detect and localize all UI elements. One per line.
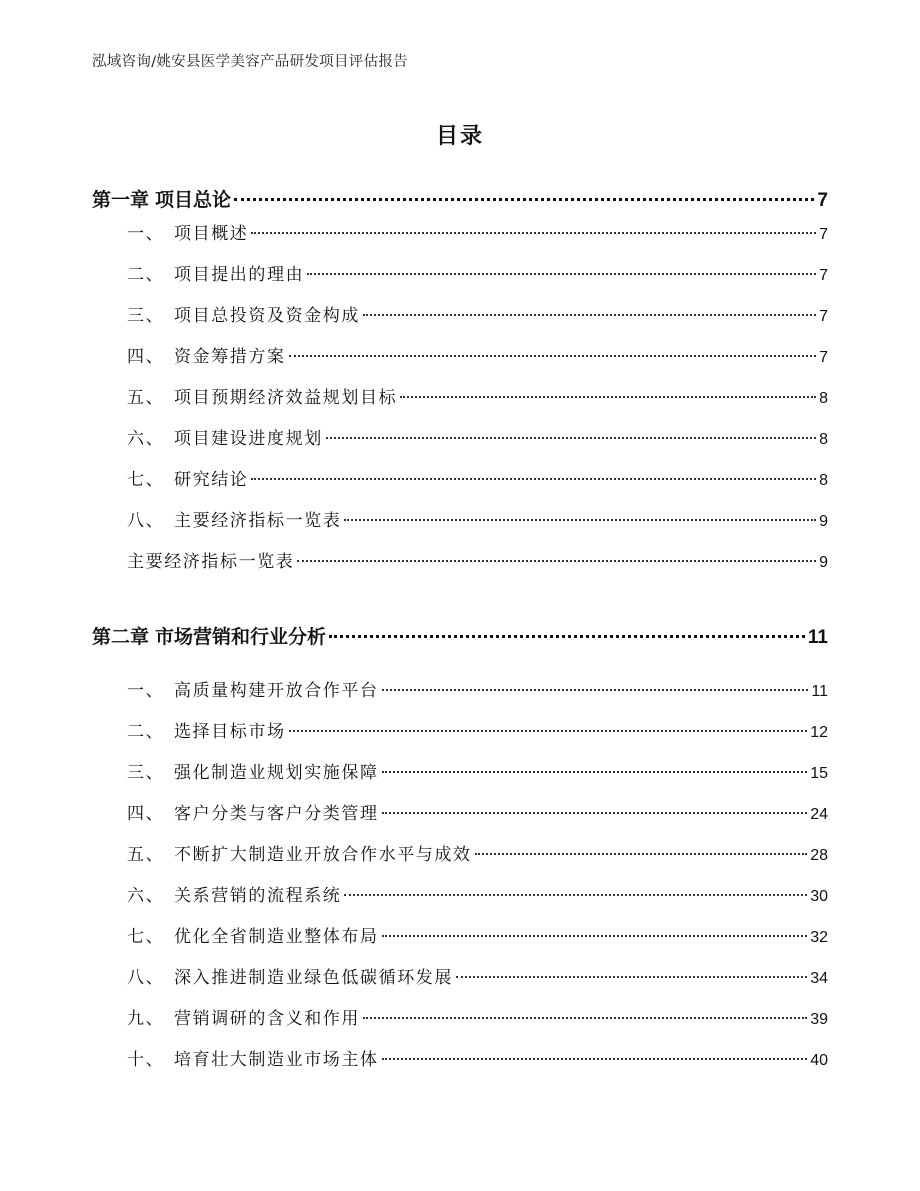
- toc-leader-dots: [234, 198, 814, 201]
- toc-entry[interactable]: [127, 342, 828, 367]
- toc-leader-dots: [382, 689, 809, 691]
- toc-leader-dots: [363, 1017, 807, 1019]
- toc-entry-number: 六、: [127, 886, 165, 906]
- toc-chapter-2[interactable]: [92, 622, 828, 649]
- toc-entry[interactable]: [127, 799, 828, 824]
- toc-entry[interactable]: [127, 676, 828, 701]
- toc-page-number: 15: [810, 765, 828, 782]
- toc-entry-title: 关系营销的流程系统: [174, 886, 342, 906]
- toc-entry-title: 项目总论: [155, 189, 232, 211]
- toc-entry-number: 五、: [127, 845, 165, 865]
- toc-entry[interactable]: [127, 547, 828, 572]
- toc-entry-number: 六、: [127, 429, 165, 449]
- toc-entry-title: 营销调研的含义和作用: [174, 1009, 360, 1029]
- toc-entry-number: 九、: [127, 1009, 165, 1029]
- toc-page-number: 7: [819, 349, 828, 366]
- toc-entry-number: 二、: [127, 265, 165, 285]
- toc-entry[interactable]: [127, 465, 828, 490]
- toc-entry-title: 主要经济指标一览表: [127, 552, 295, 572]
- toc-entry-number: 三、: [127, 763, 165, 783]
- toc-leader-dots: [289, 355, 816, 357]
- page-title: 目录: [435, 124, 484, 149]
- toc-entry-title: 研究结论: [174, 470, 249, 490]
- toc-page-number: 7: [819, 267, 828, 284]
- toc-page-number: 8: [819, 431, 828, 448]
- toc-entry-number: 四、: [127, 804, 165, 824]
- toc-entry-title: 项目提出的理由: [174, 265, 305, 285]
- toc-page-number: 7: [817, 190, 828, 211]
- toc-entry[interactable]: [127, 717, 828, 742]
- toc-page-number: 24: [810, 806, 828, 823]
- toc-entry-number: 三、: [127, 306, 165, 326]
- toc-page-number: 30: [810, 888, 828, 905]
- toc-entry[interactable]: [127, 963, 828, 988]
- toc-page-number: 8: [819, 390, 828, 407]
- toc-entry-number: 八、: [127, 511, 165, 531]
- toc-leader-dots: [400, 396, 816, 398]
- toc-leader-dots: [289, 730, 808, 732]
- toc-entry-title: 客户分类与客户分类管理: [174, 804, 379, 824]
- toc-page-number: 40: [810, 1052, 828, 1069]
- toc-page-number: 39: [810, 1011, 828, 1028]
- toc-leader-dots: [307, 273, 816, 275]
- page-header: 泓域咨询/姚安县医学美容产品研发项目评估报告: [92, 54, 408, 70]
- toc-leader-dots: [344, 519, 816, 521]
- toc-entry-title: 高质量构建开放合作平台: [174, 681, 379, 701]
- toc-entry-number: 七、: [127, 927, 165, 947]
- toc-entry[interactable]: [127, 301, 828, 326]
- toc-entry-title: 资金筹措方案: [174, 347, 286, 367]
- toc-page-number: 9: [819, 513, 828, 530]
- toc-entry-number: 五、: [127, 388, 165, 408]
- toc-page-number: 7: [819, 226, 828, 243]
- toc-entry[interactable]: [127, 506, 828, 531]
- toc-entry-number: 一、: [127, 224, 165, 244]
- toc-leader-dots: [382, 771, 808, 773]
- toc-leader-dots: [329, 635, 805, 638]
- toc-entry[interactable]: [127, 758, 828, 783]
- toc-entry[interactable]: [127, 424, 828, 449]
- toc-leader-dots: [344, 894, 807, 896]
- toc-entry-title: 项目建设进度规划: [174, 429, 323, 449]
- toc-entry-title: 优化全省制造业整体布局: [174, 927, 379, 947]
- toc-entry-title: 主要经济指标一览表: [174, 511, 342, 531]
- toc-leader-dots: [382, 812, 808, 814]
- toc-leader-dots: [382, 1058, 808, 1060]
- toc-leader-dots: [251, 478, 816, 480]
- toc-entry[interactable]: [127, 840, 828, 865]
- toc-entry-number: 七、: [127, 470, 165, 490]
- toc-entry[interactable]: [127, 260, 828, 285]
- toc-leader-dots: [456, 976, 807, 978]
- toc-entry[interactable]: [127, 881, 828, 906]
- toc-entry-number: 四、: [127, 347, 165, 367]
- toc-chapter-1[interactable]: [92, 185, 828, 212]
- toc-page-number: 11: [811, 683, 828, 700]
- toc-entry-number: 第二章: [92, 626, 150, 648]
- toc-entry-number: 八、: [127, 968, 165, 988]
- toc-page-number: 9: [819, 554, 828, 571]
- toc-leader-dots: [363, 314, 816, 316]
- toc-entry-number: 一、: [127, 681, 165, 701]
- toc-leader-dots: [251, 232, 816, 234]
- toc-entry-title: 选择目标市场: [174, 722, 286, 742]
- toc-entry[interactable]: [127, 219, 828, 244]
- toc-page-number: 7: [819, 308, 828, 325]
- toc-leader-dots: [326, 437, 816, 439]
- toc-leader-dots: [475, 853, 808, 855]
- toc-entry-title: 不断扩大制造业开放合作水平与成效: [174, 845, 472, 865]
- toc-entry[interactable]: [127, 383, 828, 408]
- toc-entry-title: 强化制造业规划实施保障: [174, 763, 379, 783]
- toc-page-number: 11: [807, 627, 828, 648]
- toc-entry-number: 十、: [127, 1050, 165, 1070]
- toc-entry-number: 第一章: [92, 189, 150, 211]
- toc-page-number: 8: [819, 472, 828, 489]
- toc-page-number: 34: [810, 970, 828, 987]
- toc-page-number: 12: [810, 724, 828, 741]
- toc-entry-title: 项目预期经济效益规划目标: [174, 388, 398, 408]
- toc-entry[interactable]: [127, 1045, 828, 1070]
- toc-leader-dots: [297, 560, 816, 562]
- toc-entry[interactable]: [127, 922, 828, 947]
- toc-entry[interactable]: [127, 1004, 828, 1029]
- toc-entry-title: 项目概述: [174, 224, 249, 244]
- toc-page-number: 28: [810, 847, 828, 864]
- toc-leader-dots: [382, 935, 808, 937]
- toc-entry-title: 项目总投资及资金构成: [174, 306, 360, 326]
- toc-entry-number: 二、: [127, 722, 165, 742]
- toc-entry-title: 深入推进制造业绿色低碳循环发展: [174, 968, 453, 988]
- toc-entry-title: 市场营销和行业分析: [155, 626, 327, 648]
- toc-page-number: 32: [810, 929, 828, 946]
- toc-entry-title: 培育壮大制造业市场主体: [174, 1050, 379, 1070]
